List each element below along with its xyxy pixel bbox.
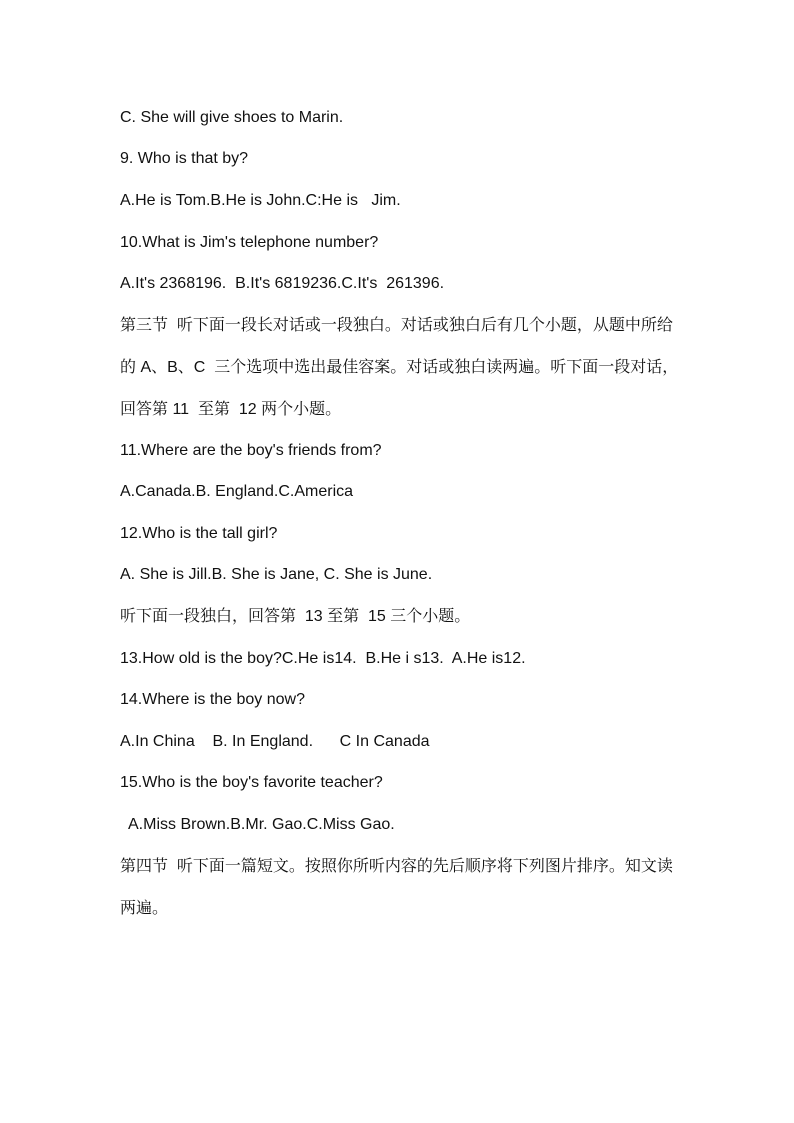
question-9: 9. Who is that by? bbox=[120, 150, 249, 167]
text-line: C. She will give shoes to Marin. bbox=[120, 109, 344, 126]
question-11: 11.Where are the boy's friends from? bbox=[120, 442, 382, 459]
section-3-instructions: 回答第 11 至第 12 两个小题。 bbox=[120, 401, 342, 418]
section-3-instructions: 第三节 听下面一段长对话或一段独白。对话或独白后有几个小题，从题中所给 bbox=[120, 317, 673, 334]
question-10: 10.What is Jim's telephone number? bbox=[120, 234, 379, 251]
section-4-instructions: 第四节 听下面一篇短文。按照你所听内容的先后顺序将下列图片排序。知文读 bbox=[120, 858, 673, 875]
question-12: 12.Who is the tall girl? bbox=[120, 525, 278, 542]
section-3-instructions: 的 A、B、C 三个选项中选出最佳容案。对话或独白读两遍。听下面一段对话， bbox=[120, 359, 679, 376]
question-10-options: A.It's 2368196. B.It's 6819236.C.It's 261396. bbox=[120, 275, 445, 292]
question-13: 13.How old is the boy?C.He is14. B.He i s13. A.He is12. bbox=[120, 650, 526, 667]
question-12-options: A. She is Jill.B. She is Jane, C. She is June. bbox=[120, 566, 433, 583]
question-14: 14.Where is the boy now? bbox=[120, 691, 305, 708]
question-9-options: A.He is Tom.B.He is John.C:He is Jim. bbox=[120, 192, 401, 209]
question-14-options: A.In China B. In England. C In Canada bbox=[120, 733, 430, 750]
question-15: 15.Who is the boy's favorite teacher? bbox=[120, 774, 383, 791]
question-11-options: A.Canada.B. England.C.America bbox=[120, 483, 354, 500]
section-4-instructions: 两遍。 bbox=[120, 900, 169, 917]
question-15-options: A.Miss Brown.B.Mr. Gao.C.Miss Gao. bbox=[120, 816, 395, 833]
monologue-instructions: 听下面一段独白，回答第 13 至第 15 三个小题。 bbox=[120, 608, 471, 625]
